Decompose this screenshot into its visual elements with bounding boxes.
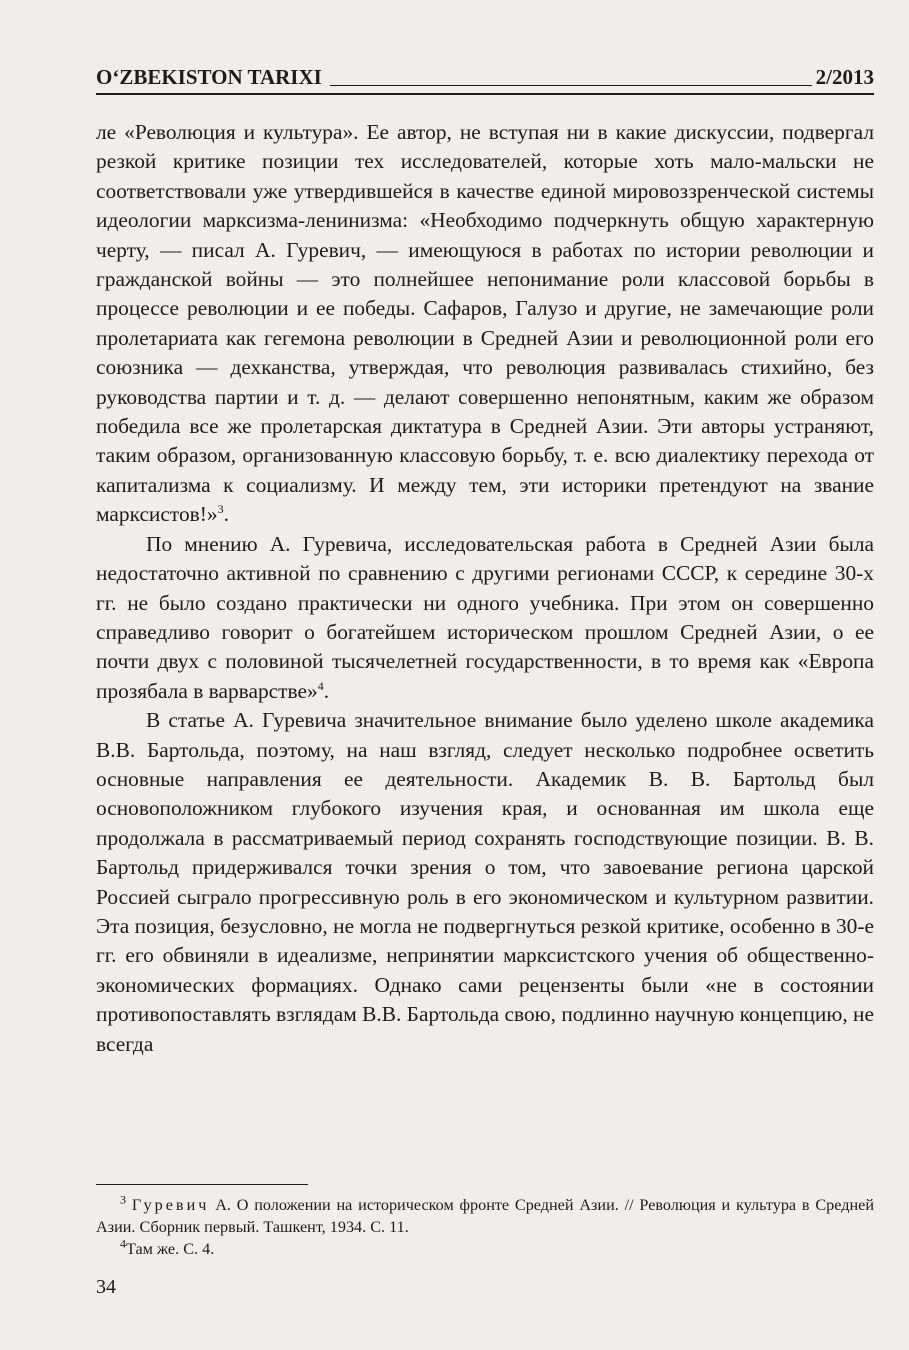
paragraph-tail: . [223,502,229,527]
paragraph-tail: . [323,678,330,703]
paragraph-2 [96,530,874,706]
footnotes [96,1194,874,1260]
paragraph-text: ле «Революция и культура». Ее автор, не вступая ни в какие дискуссии, подвергал резкой критике позиции тех исследователей, которые хоть мало-мальски не соответствовали уже утвердившейся в качестве единой мировоззренческой системы идеологии марксизма-ленинизма: «Необходимо подчеркнуть общую характерную черту, — писал А. Гуревич, — имеющуюся в работах по истории революции и гражданской войны — это полнейшее непонимание роли классовой борьбы в процессе революции и ее победы. Сафаров, Галузо и другие, не замечающие роли пролетариата как гегемона революции в Средней Азии и революционной роли его союзника — дехканства, утверждая, что революция развивалась стихийно, без руководства партии и т. д. — делают совершенно непонятным, каким же образом победила все же пролетарская диктатура в Средней Азии. Эти авторы устраняют, таким образом, организованную классовую борьбу, т. е. всю диалектику перехода от капитализма к социализму. И между тем, эти историки претендуют на звание марксистов!» [96,120,874,527]
footnote-ref[interactable]: 3 [217,502,224,517]
footnote-3 [96,1194,874,1238]
footnote-separator [96,1184,308,1185]
header-rule [96,93,874,95]
paragraph-1 [96,118,874,530]
journal-title: O‘ZBEKISTON TARIXI [96,65,322,89]
footnote-ref[interactable]: 4 [317,678,324,693]
body-text [96,118,874,1059]
footnote-number: 3 [120,1192,126,1207]
footnote-text: А. О положении на историческом фронте Средней Азии. // Революция и культура в Средней Азии. Сборник первый. Ташкент, 1934. С. 11. [96,1196,874,1236]
paragraph-text: В статье А. Гуревича значительное внимание было уделено школе академика В.В. Бартольда, поэтому, на наш взгляд, следует несколько подробнее осветить основные направления ее деятельности. Академик В. В. Бартольд был основоположником глубокого изучения края, и основанная им школа еще продолжала в рассматриваемый период сохранять господствующие позиции. В. В. Бартольд придерживался точки зрения о том, что завоевание региона царской Россией сыграло прогрессивную роль в его экономическом и культурном развитии. Эта позиция, безусловно, не могла не подвергнуться резкой критике, особенно в 30-е гг. его обвиняли в идеализме, непринятии марксистского учения об общественно-экономических формациях. Однако сами рецензенты были «не в состоянии противопоставлять взглядам В.В. Бартольда свою, подлинно научную концепцию, не всегда [96,708,874,1056]
paragraph-3 [96,706,874,1059]
running-header [96,58,874,88]
footnote-4 [96,1238,874,1260]
paragraph-text: По мнению А. Гуревича, исследовательская работа в Средней Азии была недостаточно активной по сравнению с другими регионами СССР, к середине 30-х гг. не было создано практически ни одного учебника. При этом он совершенно справедливо говорит о богатейшем историческом прошлом Средней Азии, о ее почти двух с половиной тысячелетней государственности, в то время как «Европа прозябала в варварстве» [96,531,874,703]
footnote-author: Гуревич [131,1196,210,1214]
header-leader-line [330,85,812,86]
footnote-number: 4 [120,1236,126,1251]
page-number: 34 [96,1276,116,1298]
issue-number: 2/2013 [815,65,874,89]
footnote-text: Там же. С. 4. [126,1240,215,1258]
